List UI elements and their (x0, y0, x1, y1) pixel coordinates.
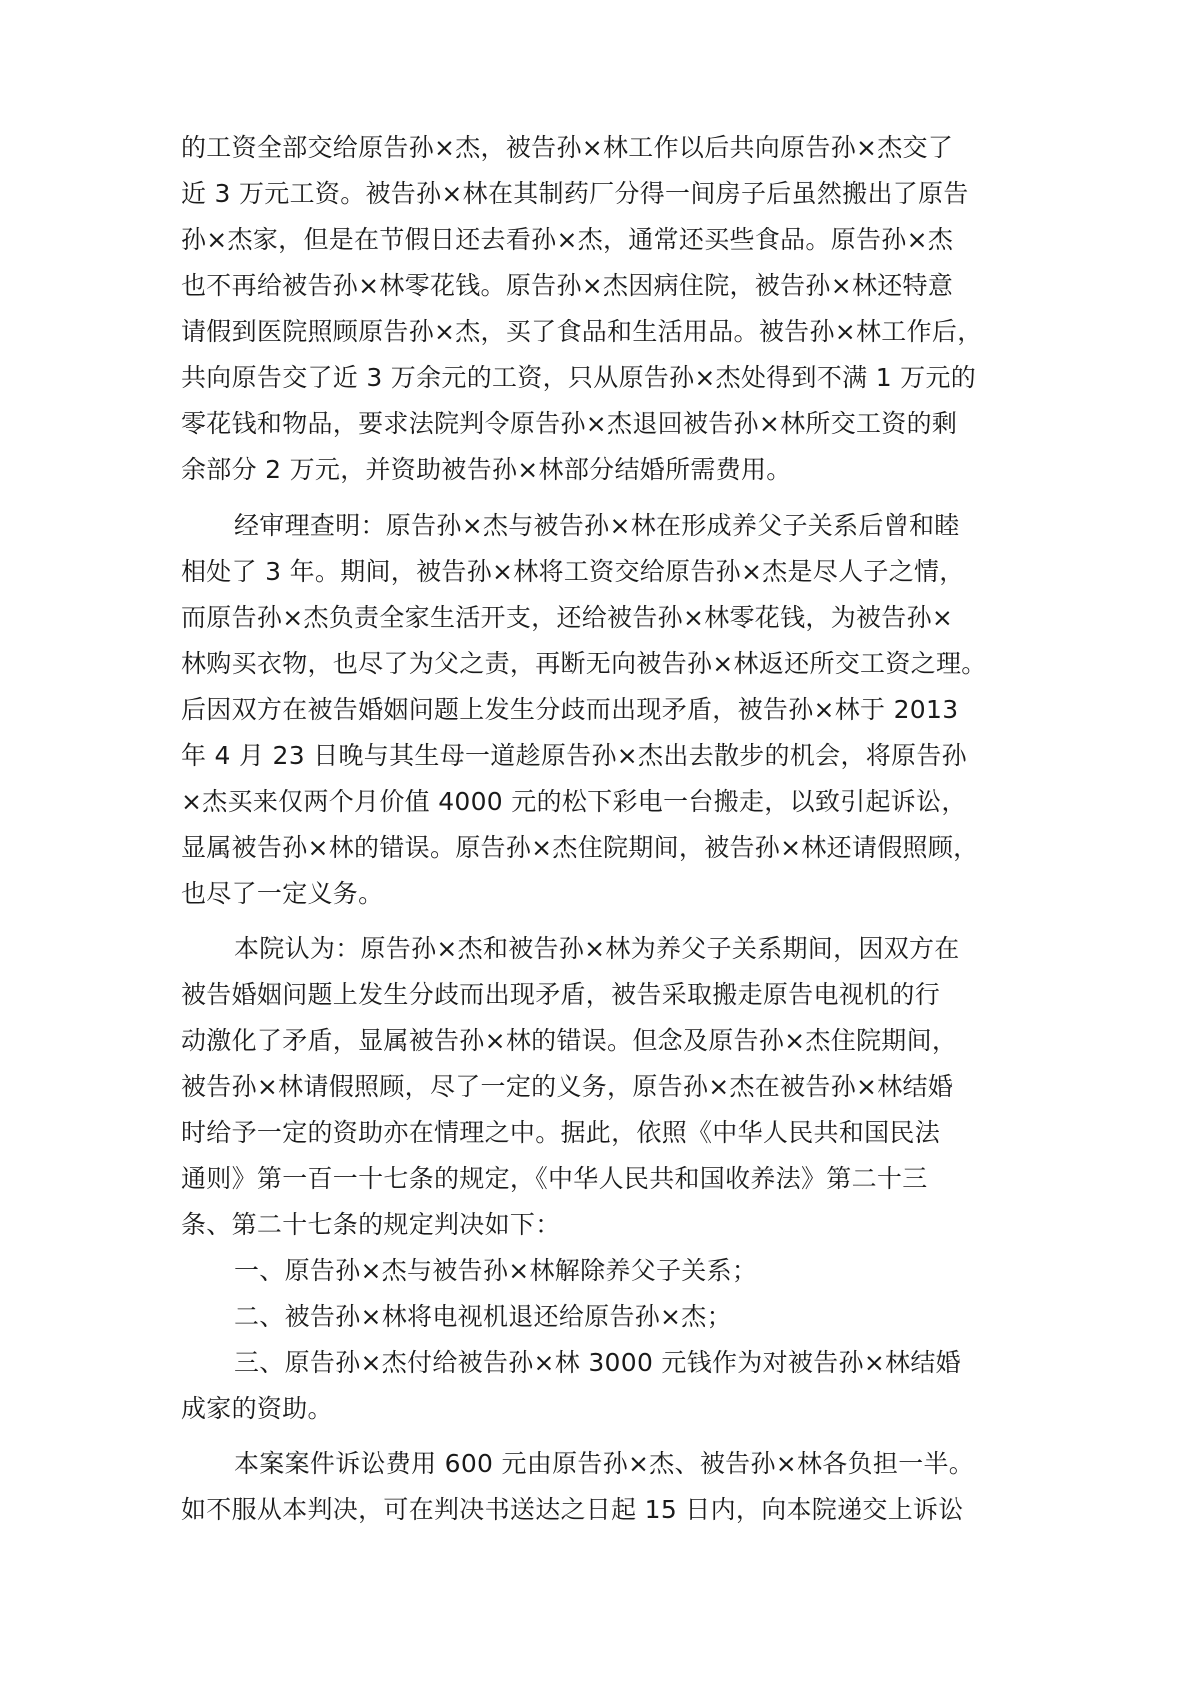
text-line: 近 3 万元工资。被告孙×林在其制药厂分得一间房子后虽然搬出了原告 (181, 179, 969, 208)
text-line: 后因双方在被告婚姻问题上发生分歧而出现矛盾，被告孙×林于 2013 (181, 695, 959, 724)
text-line: 动激化了矛盾，显属被告孙×林的错误。但念及原告孙×杰住院期间， (181, 1026, 958, 1055)
text-line: 余部分 2 万元，并资助被告孙×林部分结婚所需费用。 (181, 455, 792, 484)
paragraph-start-line: 本案案件诉讼费用 600 元由原告孙×杰、被告孙×林各负担一半。 (234, 1449, 975, 1478)
judgment-item-3: 三、原告孙×杰付给被告孙×林 3000 元钱作为对被告孙×林结婚 (234, 1348, 961, 1377)
text-line: 成家的资助。 (181, 1394, 333, 1423)
text-line: 零花钱和物品，要求法院判令原告孙×杰退回被告孙×林所交工资的剩 (181, 409, 958, 438)
text-line: 也不再给被告孙×林零花钱。原告孙×杰因病住院，被告孙×林还特意 (181, 271, 954, 300)
judgment-item-2: 二、被告孙×林将电视机退还给原告孙×杰； (234, 1302, 732, 1331)
text-line: 被告孙×林请假照顾，尽了一定的义务，原告孙×杰在被告孙×林结婚 (181, 1072, 954, 1101)
text-line: 如不服从本判决，可在判决书送达之日起 15 日内，向本院递交上诉讼 (181, 1495, 964, 1524)
judgment-item-1: 一、原告孙×杰与被告孙×林解除养父子关系； (234, 1256, 758, 1285)
text-line: 相处了 3 年。期间，被告孙×林将工资交给原告孙×杰是尽人子之情， (181, 557, 965, 586)
text-line: 也尽了一定义务。 (181, 879, 384, 908)
text-line: 被告婚姻问题上发生分歧而出现矛盾，被告采取搬走原告电视机的行 (181, 980, 941, 1009)
paragraph-start-line: 本院认为：原告孙×杰和被告孙×林为养父子关系期间，因双方在 (234, 934, 960, 963)
text-line: 的工资全部交给原告孙×杰，被告孙×林工作以后共向原告孙×杰交了 (181, 133, 954, 162)
text-line: 条、第二十七条的规定判决如下： (181, 1210, 561, 1239)
text-line: ×杰买来仅两个月价值 4000 元的松下彩电一台搬走，以致引起诉讼， (181, 787, 967, 816)
text-line: 时给予一定的资助亦在情理之中。据此，依照《中华人民共和国民法 (181, 1118, 941, 1147)
text-line: 请假到医院照顾原告孙×杰，买了食品和生活用品。被告孙×林工作后， (181, 317, 983, 346)
text-line: 而原告孙×杰负责全家生活开支，还给被告孙×林零花钱，为被告孙× (181, 603, 954, 632)
text-line: 通则》第一百一十七条的规定，《中华人民共和国收养法》第二十三 (181, 1164, 928, 1193)
text-line: 林购买衣物，也尽了为父之责，再断无向被告孙×林返还所交工资之理。 (181, 649, 987, 678)
paragraph-start-line: 经审理查明：原告孙×杰与被告孙×林在形成养父子关系后曾和睦 (234, 511, 960, 540)
text-line: 显属被告孙×林的错误。原告孙×杰住院期间，被告孙×林还请假照顾， (181, 833, 979, 862)
text-line: 共向原告交了近 3 万余元的工资，只从原告孙×杰处得到不满 1 万元的 (181, 363, 977, 392)
text-line: 孙×杰家，但是在节假日还去看孙×杰，通常还买些食品。原告孙×杰 (181, 225, 954, 254)
text-line: 年 4 月 23 日晚与其生母一道趁原告孙×杰出去散步的机会，将原告孙 (181, 741, 967, 770)
